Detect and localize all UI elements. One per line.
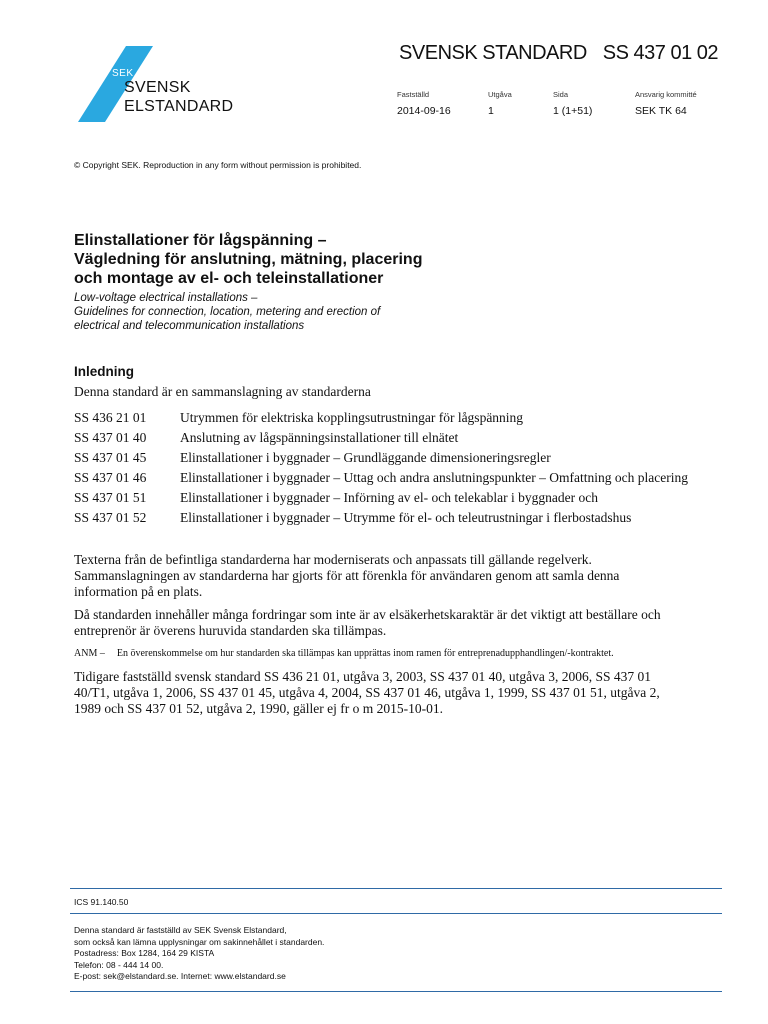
intro-text: Denna standard är en sammanslagning av standarderna: [74, 384, 371, 399]
logo-line-2: ELSTANDARD: [124, 98, 234, 115]
list-item: [74, 430, 714, 446]
standard-code: SS 437 01 40: [74, 430, 147, 445]
list-item: [74, 450, 714, 466]
standard-code: SS 437 01 45: [74, 450, 147, 465]
meta-label: Utgåva: [488, 90, 512, 99]
standard-desc: Utrymmen för elektriska kopplingsutrustningar för lågspänning: [180, 410, 524, 425]
list-item: [74, 410, 714, 426]
ics-code: ICS 91.140.50: [74, 897, 129, 907]
note-label: ANM –: [74, 648, 105, 659]
title-sv-line: Elinstallationer för lågspänning –: [74, 232, 327, 249]
standard-desc: Elinstallationer i byggnader – Uttag och andra anslutningspunkter – Omfattning och placering: [180, 470, 688, 485]
meta-fastställd: [397, 90, 451, 117]
standard-code: SS 437 01 51: [74, 490, 147, 505]
sek-logo: [78, 46, 233, 126]
copyright-notice: © Copyright SEK. Reproduction in any form without permission is prohibited.: [74, 160, 362, 170]
contact-line: som också kan lämna upplysningar om sakinnehållet i standarden.: [74, 936, 325, 947]
standards-list: [74, 410, 714, 530]
standard-code: SS 437 01 52: [74, 510, 147, 525]
meta-label: Ansvarig kommitté: [635, 90, 697, 99]
contact-line: E-post: sek@elstandard.se. Internet: www.elstandard.se: [74, 971, 286, 981]
contact-line: Denna standard är fastställd av SEK Svensk Elstandard,: [74, 925, 287, 935]
footer-divider-top: [70, 888, 722, 889]
contact-line: Telefon: 08 - 444 14 00.: [74, 959, 164, 970]
footer-divider-bottom: [70, 991, 722, 992]
meta-utgava: [488, 90, 512, 117]
meta-label: Sida: [553, 90, 569, 99]
meta-value: 1 (1+51): [553, 105, 593, 117]
meta-kommitte: [635, 90, 697, 117]
logo-line-1: SVENSK: [124, 79, 191, 96]
standard-desc: Anslutning av lågspänningsinstallationer till elnätet: [180, 430, 459, 445]
meta-sida: [553, 90, 592, 117]
standard-code: SS 437 01 46: [74, 470, 147, 485]
list-item: [74, 510, 714, 526]
list-item: [74, 490, 714, 506]
meta-value: SEK TK 64: [635, 105, 687, 117]
paragraph-superseded: Tidigare fastställd svensk standard SS 436 21 01, utgåva 3, 2003, SS 437 01 40, utgåva 3, 2006, SS 437 01 40/T1, utgåva 1, 2006, SS 437 01 45, utgåva 4, 2004, SS 437 01 46, utgåva 1, 1999, SS 437 01 51, utgåva 2, 1989 och SS 437 01 52, utgåva 2, 1990, gäller ej fr o m 2015-10-01.: [74, 669, 660, 716]
note: [74, 648, 734, 659]
footer-divider-middle: [70, 913, 722, 914]
document-title: [74, 231, 514, 333]
meta-value: 2014-09-16: [397, 105, 451, 117]
standard-desc: Elinstallationer i byggnader – Införning av el- och telekablar i byggnader och: [180, 490, 598, 505]
paragraph-agreement: Då standarden innehåller många fordringar som inte är av elsäkerhetskaraktär är det viktigt att beställare och entreprenör är överens huruvida standarden ska tillämpas.: [74, 607, 661, 638]
logo-abbr: SEK: [112, 68, 134, 79]
contact-info: [74, 925, 324, 983]
section-heading: Inledning: [74, 364, 134, 379]
list-item: [74, 470, 714, 486]
standard-number: SS 437 01 02: [602, 42, 718, 64]
title-en-line: electrical and telecommunication installations: [74, 320, 305, 332]
note-text: En överenskommelse om hur standarden ska tillämpas kan upprättas inom ramen för entreprenadupphandlingen/-kontraktet.: [116, 648, 614, 659]
title-sv-line: och montage av el- och teleinstallationer: [74, 270, 384, 287]
standard-header: [399, 42, 718, 65]
standard-label: SVENSK STANDARD: [399, 42, 587, 64]
title-english: [74, 291, 514, 333]
title-swedish: [74, 231, 514, 288]
title-sv-line: Vägledning för anslutning, mätning, placering: [74, 251, 423, 268]
title-en-line: Guidelines for connection, location, metering and erection of: [74, 306, 381, 318]
meta-value: 1: [488, 105, 494, 117]
title-en-line: Low-voltage electrical installations –: [74, 292, 258, 304]
standard-code: SS 436 21 01: [74, 410, 147, 425]
paragraph-modernization: Texterna från de befintliga standarderna har moderniserats och anpassats till gällande regelverk. Sammanslagningen av standarderna har gjorts för att förenkla för användaren genom att samla denna information på en plats.: [74, 552, 620, 599]
meta-label: Fastställd: [397, 90, 430, 99]
contact-line: Postadress: Box 1284, 164 29 KISTA: [74, 948, 215, 958]
standard-desc: Elinstallationer i byggnader – Grundläggande dimensioneringsregler: [180, 450, 551, 465]
standard-desc: Elinstallationer i byggnader – Utrymme för el- och teleutrustningar i flerbostadshus: [180, 510, 632, 525]
